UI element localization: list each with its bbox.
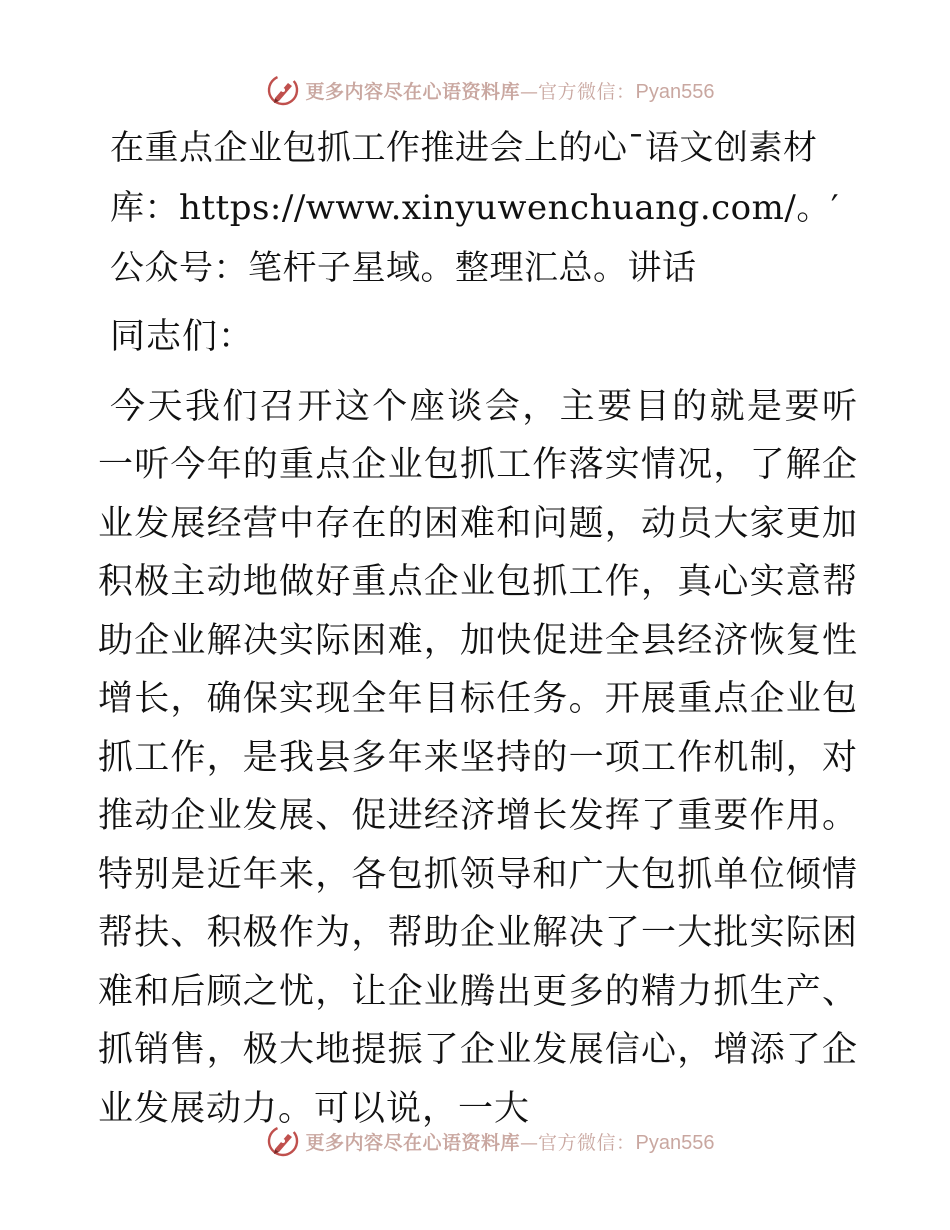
header-watermark-group (266, 73, 715, 107)
footer-watermark-group (266, 1124, 715, 1158)
header-watermark-text (306, 77, 715, 104)
document-title: 在重点企业包抓工作推进会上的心¯语文创素材库：https://www.xinyuwenchuang.com/。′公众号：笔杆子星域。整理汇总。讲话 (110, 128, 840, 288)
header-watermark-dash: — (520, 81, 539, 103)
header-watermark-label: 官方微信： (538, 80, 636, 103)
footer-watermark-banner (0, 1121, 950, 1161)
document-content (98, 118, 858, 1138)
footer-watermark-brand: 更多内容尽在心语资料库 (305, 1131, 521, 1154)
footer-watermark-label: 官方微信： (538, 1131, 636, 1154)
header-watermark-banner (0, 70, 950, 110)
header-watermark-id: Pyan556 (635, 80, 715, 103)
footer-watermark-dash: — (520, 1132, 539, 1154)
document-greeting: 同志们： (110, 317, 255, 357)
pen-circle-logo-icon (266, 1124, 300, 1158)
footer-watermark-id: Pyan556 (635, 1131, 715, 1154)
paragraph-1-text: 今天我们召开这个座谈会，主要目的就是要听一听今年的重点企业包抓工作落实情况，了解企业发展经营中存在的困难和问题，动员大家更加积极主动地做好重点企业包抓工作，真心实意帮助企业解决实际困难，加快促进全县经济恢复性增长，确保实现全年目标任务。开展重点企业包抓工作，是我县多年来坚持的一项工作机制，对推动企业发展、促进经济增长发挥了重要作用。特别是近年来，各包抓领导和广大包抓单位倾情帮扶、积极作为，帮助企业解决了一大批实际困难和后顾之忧，让企业腾出更多的精力抓生产、抓销售，极大地提振了企业发展信心，增添了企业发展动力。可以说，一大 (98, 386, 858, 1129)
header-watermark-brand: 更多内容尽在心语资料库 (305, 80, 521, 103)
pen-circle-logo-icon (266, 73, 300, 107)
footer-watermark-text (306, 1128, 715, 1155)
document-paragraph-1 (98, 378, 858, 1139)
